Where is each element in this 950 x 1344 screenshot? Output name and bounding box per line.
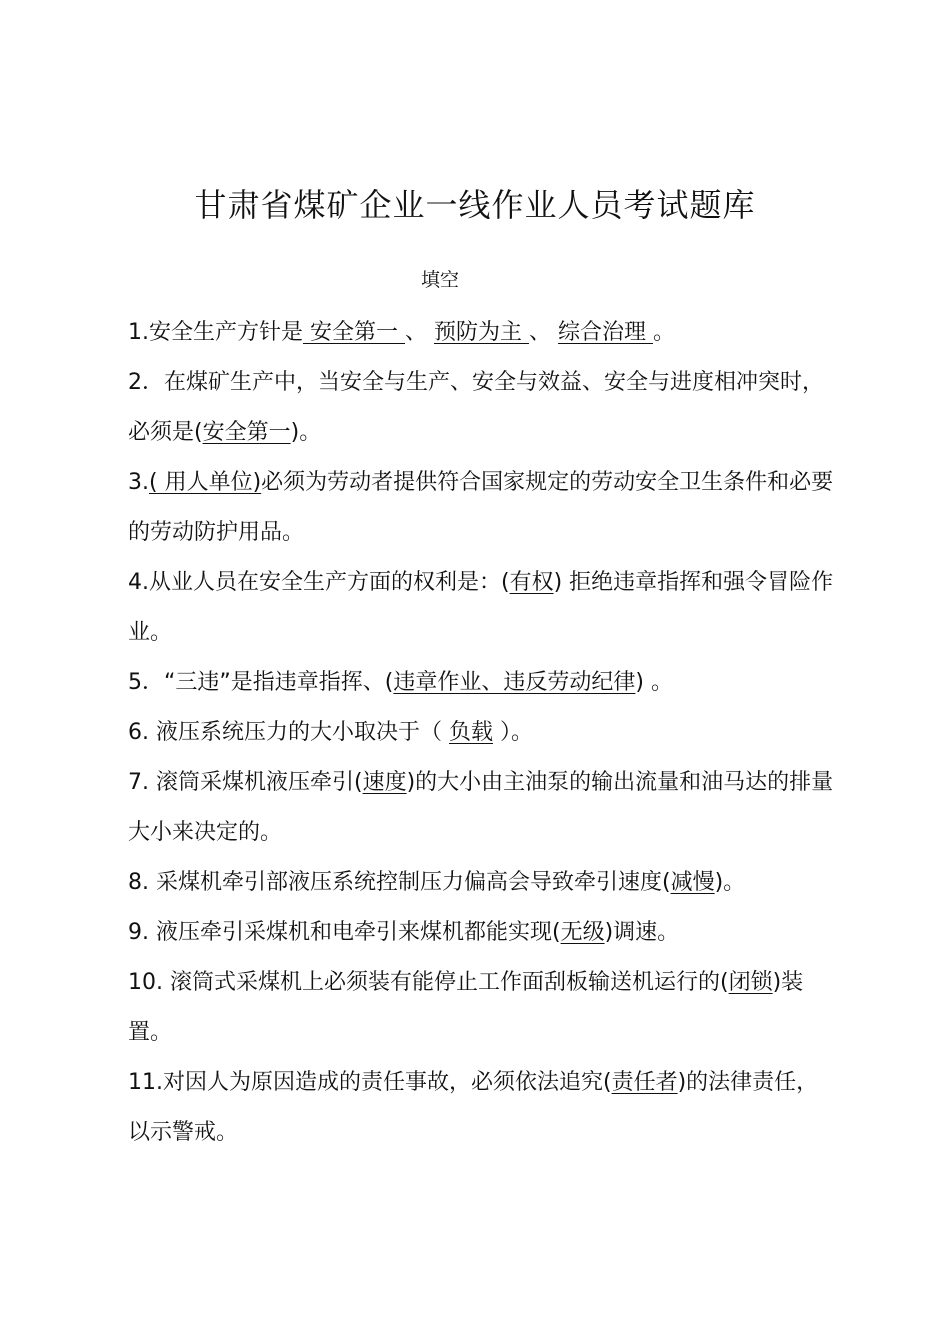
answer-blank: 责任者 [611, 1070, 678, 1095]
question-item [128, 858, 838, 908]
question-text: ) 拒绝违章指挥和强令冒险作业。 [128, 570, 834, 645]
answer-blank: 安全第一 [202, 420, 291, 445]
question-text: 10. 滚筒式采煤机上必须装有能停止工作面刮板输送机运行的( [128, 970, 729, 995]
question-text: 。 [653, 320, 676, 345]
question-text: 5．“三违”是指违章指挥、( [128, 670, 394, 695]
question-text: 8. 采煤机牵引部液压系统控制压力偏高会导致牵引速度( [128, 870, 671, 895]
question-text: 、 [405, 320, 434, 345]
question-text: 、 [529, 320, 558, 345]
question-text: 2．在煤矿生产中，当安全与生产、安全与效益、安全与进度相冲突时，必须是( [128, 370, 824, 445]
answer-blank: 减慢 [670, 870, 715, 895]
answer-blank: 速度 [362, 770, 407, 795]
question-text: 6. 液压系统压力的大小取决于（ [128, 720, 449, 745]
answer-blank: 违章作业、违反劳动纪律 [393, 670, 636, 695]
question-text: ）。 [493, 720, 533, 745]
question-text: 1.安全生产方针是 [128, 320, 303, 345]
section-heading: 填空 [420, 269, 459, 291]
question-text: 必须为劳动者提供符合国家规定的劳动安全卫生条件和必要的劳动防护用品。 [128, 470, 834, 545]
question-item [128, 358, 838, 458]
answer-blank: 闭锁 [728, 970, 773, 995]
question-item [128, 958, 838, 1058]
question-item [128, 558, 838, 658]
question-text: 9. 液压牵引采煤机和电牵引来煤机都能实现( [128, 920, 561, 945]
question-item [128, 1058, 838, 1158]
question-text: )的法律责任，以示警戒。 [128, 1070, 819, 1145]
answer-blank: 负载 [448, 720, 493, 745]
question-list [128, 308, 838, 1158]
question-item [128, 458, 838, 558]
answer-blank: 预防为主 [434, 320, 529, 345]
question-item [128, 758, 838, 858]
question-text: )。 [290, 420, 322, 445]
question-text: 3. [128, 470, 149, 495]
question-text: 11.对因人为原因造成的责任事故，必须依法追究( [128, 1070, 612, 1095]
question-item [128, 908, 838, 958]
question-text: )装置。 [128, 970, 804, 1045]
answer-blank: 有权 [509, 570, 554, 595]
answer-blank: 无级 [560, 920, 605, 945]
question-text: 4.从业人员在安全生产方面的权利是：( [128, 570, 510, 595]
question-item [128, 658, 838, 708]
question-text: ) 。 [635, 670, 673, 695]
question-item [128, 708, 838, 758]
question-item [128, 308, 838, 358]
answer-blank: 综合治理 [558, 320, 653, 345]
question-text: )的大小由主油泵的输出流量和油马达的排量大小来决定的。 [128, 770, 834, 845]
answer-blank: 安全第一 [303, 320, 405, 345]
document-title: 甘肃省煤矿企业一线作业人员考试题库 [194, 186, 756, 224]
question-text: )。 [714, 870, 746, 895]
question-text: 7. 滚筒采煤机液压牵引( [128, 770, 363, 795]
answer-blank: ( 用人单位) [149, 470, 262, 495]
question-text: )调速。 [604, 920, 680, 945]
